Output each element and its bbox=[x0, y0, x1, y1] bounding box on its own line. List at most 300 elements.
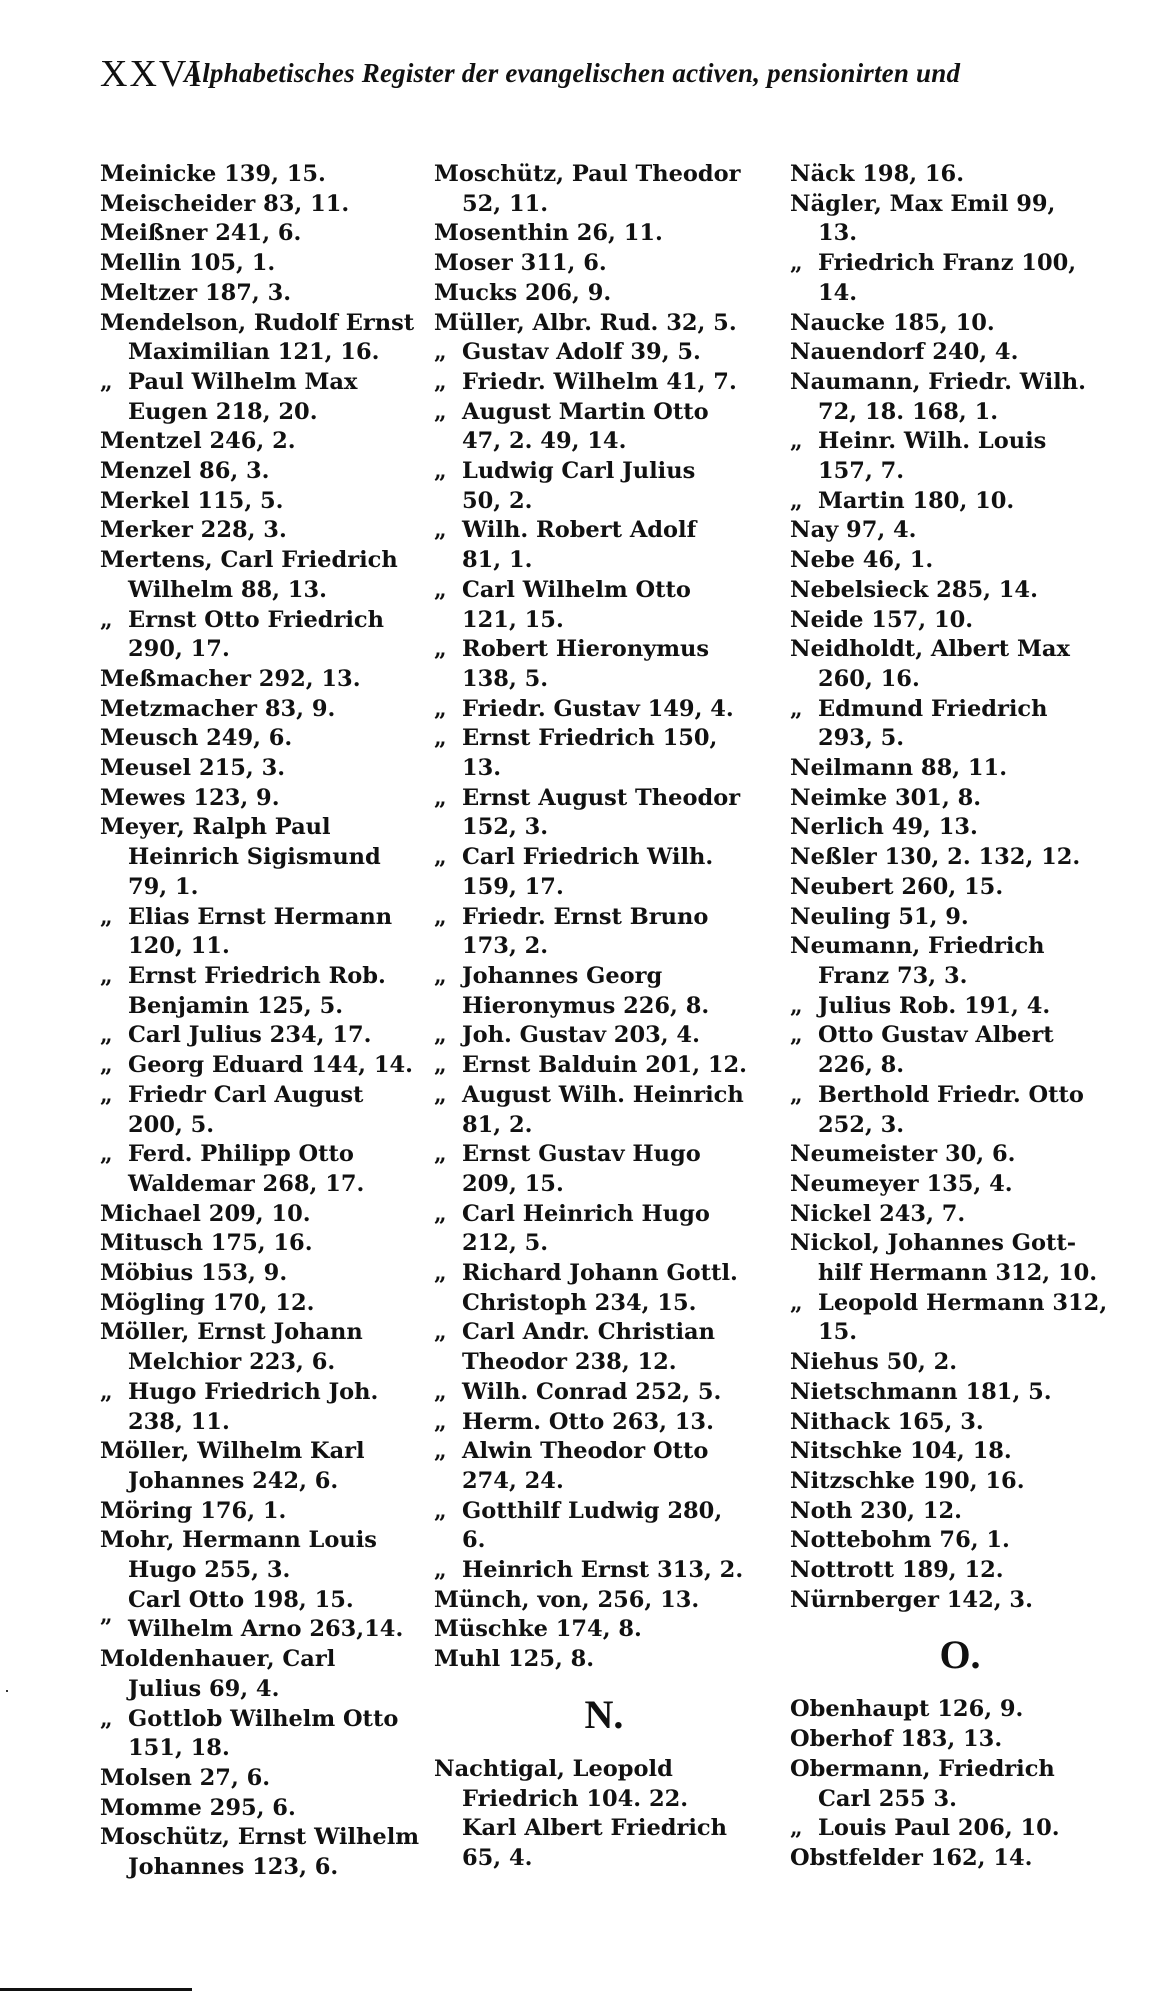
ditto-mark: „ bbox=[434, 576, 447, 603]
entry-continuation: 159, 17. bbox=[462, 873, 564, 900]
register-entry bbox=[790, 1725, 1130, 1755]
register-entry bbox=[434, 1408, 774, 1438]
register-entry bbox=[790, 576, 1130, 606]
register-entry bbox=[100, 190, 420, 220]
print-speck bbox=[6, 1690, 8, 1692]
register-entry bbox=[790, 1348, 1130, 1378]
register-entry bbox=[100, 1259, 420, 1289]
ditto-mark: „ bbox=[790, 487, 803, 514]
entry-continuation: 72, 18. 168, 1. bbox=[818, 398, 999, 425]
ditto-mark: „ bbox=[100, 1378, 113, 1405]
entry-name: Edmund Friedrich bbox=[818, 695, 1048, 722]
ditto-mark: „ bbox=[434, 1200, 447, 1227]
register-entry bbox=[790, 190, 1130, 249]
ditto-mark: „ bbox=[434, 339, 447, 366]
entry-name: Neumeyer 135, 4. bbox=[790, 1170, 1013, 1197]
register-entry bbox=[434, 1755, 774, 1874]
entry-continuation: Christoph 234, 15. bbox=[462, 1289, 697, 1316]
entry-name: Nickel 243, 7. bbox=[790, 1200, 966, 1227]
register-entry bbox=[100, 1794, 420, 1824]
entry-name: Metzmacher 83, 9. bbox=[100, 695, 336, 722]
entry-continuation: Wilhelm 88, 13. bbox=[128, 576, 327, 603]
register-entry bbox=[434, 1140, 774, 1199]
entry-name: Obermann, Friedrich bbox=[790, 1755, 1055, 1782]
entry-name: Nägler, Max Emil 99, bbox=[790, 190, 1056, 217]
register-entry bbox=[790, 932, 1130, 991]
entry-name: Ernst Gustav Hugo bbox=[462, 1141, 701, 1168]
register-entry bbox=[434, 1378, 774, 1408]
page-header bbox=[100, 52, 1120, 95]
ditto-mark: „ bbox=[790, 428, 803, 455]
register-entry bbox=[790, 1289, 1130, 1348]
register-entry bbox=[434, 398, 774, 457]
entry-name: Mohr, Hermann Louis bbox=[100, 1527, 377, 1554]
ditto-mark: „ bbox=[434, 636, 447, 663]
entry-name: Friedr. Ernst Bruno bbox=[462, 903, 709, 930]
register-column-2 bbox=[434, 160, 774, 1874]
entry-name: Neidholdt, Albert Max bbox=[790, 636, 1070, 663]
register-entry bbox=[434, 695, 774, 725]
entry-name: Ernst Friedrich 150, bbox=[462, 725, 718, 752]
entry-name: Naucke 185, 10. bbox=[790, 309, 995, 336]
entry-name: Nietschmann 181, 5. bbox=[790, 1378, 1052, 1405]
entry-continuation: 81, 1. bbox=[462, 547, 533, 574]
entry-continuation: 65, 4. bbox=[462, 1844, 533, 1871]
entry-name: Mewes 123, 9. bbox=[100, 784, 280, 811]
entry-name: Menzel 86, 3. bbox=[100, 458, 270, 485]
entry-continuation: 226, 8. bbox=[818, 1052, 905, 1079]
entry-continuation: Waldemar 268, 17. bbox=[128, 1170, 365, 1197]
ditto-mark: „ bbox=[790, 1022, 803, 1049]
entry-name: Nottebohm 76, 1. bbox=[790, 1527, 1010, 1554]
register-entry bbox=[100, 309, 420, 368]
entry-name: Neumeister 30, 6. bbox=[790, 1141, 1016, 1168]
entry-name: Johannes Georg bbox=[462, 962, 663, 989]
entry-name: Nürnberger 142, 3. bbox=[790, 1586, 1033, 1613]
register-entry bbox=[434, 1021, 774, 1051]
entry-name: Herm. Otto 263, 13. bbox=[462, 1408, 714, 1435]
entry-name: Ernst Balduin 201, 12. bbox=[462, 1052, 748, 1079]
entry-continuation: Hugo 255, 3. bbox=[128, 1557, 291, 1584]
register-entry bbox=[790, 1140, 1130, 1170]
entry-name: August Wilh. Heinrich bbox=[462, 1081, 744, 1108]
register-entry bbox=[434, 516, 774, 575]
register-entry bbox=[790, 1021, 1130, 1080]
entry-name: Michael 209, 10. bbox=[100, 1200, 311, 1227]
entry-continuation: 260, 16. bbox=[818, 665, 920, 692]
register-entry bbox=[100, 487, 420, 517]
register-entry bbox=[434, 1051, 774, 1081]
entry-name: Martin 180, 10. bbox=[818, 487, 1015, 514]
register-entry bbox=[790, 1586, 1130, 1616]
register-entry bbox=[434, 576, 774, 635]
entry-name: Meusch 249, 6. bbox=[100, 725, 293, 752]
entry-name: Joh. Gustav 203, 4. bbox=[462, 1022, 700, 1049]
entry-name: Gottlob Wilhelm Otto bbox=[128, 1705, 399, 1732]
register-entry bbox=[100, 516, 420, 546]
ditto-mark: „ bbox=[434, 962, 447, 989]
ditto-mark: „ bbox=[100, 1705, 113, 1732]
entry-name: Möbius 153, 9. bbox=[100, 1260, 288, 1287]
register-entry bbox=[100, 1645, 420, 1704]
register-entry bbox=[790, 1200, 1130, 1230]
entry-name: Meischeider 83, 11. bbox=[100, 190, 350, 217]
entry-name: Näck 198, 16. bbox=[790, 161, 965, 187]
entry-name: Wilh. Robert Adolf bbox=[462, 517, 697, 544]
ditto-mark: „ bbox=[100, 903, 113, 930]
entry-continuation: 47, 2. 49, 14. bbox=[462, 428, 627, 455]
entry-name: Neimke 301, 8. bbox=[790, 784, 982, 811]
register-entry bbox=[434, 843, 774, 902]
entry-name: Friedr Carl August bbox=[128, 1081, 364, 1108]
register-entry bbox=[434, 1497, 774, 1556]
entry-continuation: Franz 73, 3. bbox=[818, 962, 968, 989]
register-entry bbox=[100, 368, 420, 427]
entry-name: Ernst Friedrich Rob. bbox=[128, 962, 386, 989]
letter-heading: N. bbox=[584, 1691, 624, 1737]
entry-name: Richard Johann Gottl. bbox=[462, 1260, 738, 1287]
entry-name: Nitschke 104, 18. bbox=[790, 1438, 1012, 1465]
register-entry bbox=[100, 219, 420, 249]
ditto-mark: „ bbox=[434, 1378, 447, 1405]
ditto-mark: „ bbox=[100, 606, 113, 633]
register-entry bbox=[100, 160, 420, 190]
entry-name: Nerlich 49, 13. bbox=[790, 814, 978, 841]
entry-continuation: 50, 2. bbox=[462, 487, 533, 514]
entry-name: Gustav Adolf 39, 5. bbox=[462, 339, 701, 366]
register-entry bbox=[434, 1645, 774, 1675]
entry-continuation: Eugen 218, 20. bbox=[128, 398, 318, 425]
register-entry bbox=[790, 1378, 1130, 1408]
entry-continuation: Hieronymus 226, 8. bbox=[462, 992, 710, 1019]
entry-name: Neide 157, 10. bbox=[790, 606, 974, 633]
entry-name: Mitusch 175, 16. bbox=[100, 1230, 313, 1257]
entry-continuation: hilf Hermann 312, 10. bbox=[818, 1260, 1098, 1287]
register-entry bbox=[790, 1755, 1130, 1814]
entry-continuation: 290, 17. bbox=[128, 636, 230, 663]
entry-continuation: Friedrich 104. 22. bbox=[462, 1785, 689, 1812]
entry-continuation: 274, 24. bbox=[462, 1467, 564, 1494]
entry-name: Möller, Wilhelm Karl bbox=[100, 1438, 365, 1465]
register-entry bbox=[100, 1823, 420, 1882]
entry-name: Meßmacher 292, 13. bbox=[100, 665, 361, 692]
entry-name: Noth 230, 12. bbox=[790, 1497, 962, 1524]
register-entry bbox=[790, 903, 1130, 933]
entry-name: Wilh. Conrad 252, 5. bbox=[462, 1378, 722, 1405]
entry-name: Müschke 174, 8. bbox=[434, 1616, 642, 1643]
entry-name: Neubert 260, 15. bbox=[790, 873, 1004, 900]
entry-continuation: 121, 15. bbox=[462, 606, 564, 633]
entry-name: Nebelsieck 285, 14. bbox=[790, 576, 1038, 603]
register-entry bbox=[790, 1497, 1130, 1527]
register-entry bbox=[100, 249, 420, 279]
entry-name: Nickol, Johannes Gott- bbox=[790, 1230, 1077, 1257]
ditto-mark: „ bbox=[434, 1081, 447, 1108]
ditto-mark: „ bbox=[790, 1289, 803, 1316]
ditto-mark: „ bbox=[790, 250, 803, 277]
register-entry bbox=[434, 1586, 774, 1616]
entry-continuation: Wilhelm Arno 263,14. bbox=[128, 1616, 404, 1643]
ditto-mark: „ bbox=[434, 725, 447, 752]
entry-continuation: Johannes 242, 6. bbox=[128, 1467, 339, 1494]
entry-name: Nauendorf 240, 4. bbox=[790, 339, 1019, 366]
register-entry bbox=[790, 516, 1130, 546]
entry-name: Friedr. Wilhelm 41, 7. bbox=[462, 368, 737, 395]
page-number: XXVI bbox=[100, 53, 203, 95]
ditto-mark: „ bbox=[434, 1260, 447, 1287]
entry-name: Neilmann 88, 11. bbox=[790, 755, 1008, 782]
entry-name: Oberhof 183, 13. bbox=[790, 1726, 1003, 1753]
ditto-mark: „ bbox=[434, 903, 447, 930]
register-entry bbox=[434, 219, 774, 249]
register-entry bbox=[100, 427, 420, 457]
ditto-mark: „ bbox=[100, 368, 113, 395]
register-entry bbox=[790, 1467, 1130, 1497]
register-entry bbox=[100, 1764, 420, 1794]
entry-continuation: 13. bbox=[462, 755, 502, 782]
ditto-mark: „ bbox=[100, 1141, 113, 1168]
ditto-mark: „ bbox=[790, 695, 803, 722]
ditto-mark: „ bbox=[100, 962, 113, 989]
register-entry bbox=[100, 1140, 420, 1199]
entry-name: Niehus 50, 2. bbox=[790, 1349, 958, 1376]
register-entry bbox=[790, 1437, 1130, 1467]
entry-name: Paul Wilhelm Max bbox=[128, 368, 358, 395]
register-entry bbox=[790, 309, 1130, 339]
register-entry bbox=[434, 249, 774, 279]
register-entry bbox=[434, 1437, 774, 1496]
entry-name: Müller, Albr. Rud. 32, 5. bbox=[434, 309, 737, 336]
ditto-mark: „ bbox=[100, 1601, 113, 1628]
entry-name: Carl Heinrich Hugo bbox=[462, 1200, 710, 1227]
entry-name: Naumann, Friedr. Wilh. bbox=[790, 368, 1086, 395]
entry-continuation: Theodor 238, 12. bbox=[462, 1349, 677, 1376]
entry-name: Moldenhauer, Carl bbox=[100, 1646, 336, 1673]
register-entry bbox=[434, 279, 774, 309]
register-entry bbox=[790, 754, 1130, 784]
entry-name: Carl Otto 198, 15. bbox=[128, 1586, 354, 1613]
entry-name: Meißner 241, 6. bbox=[100, 220, 302, 247]
register-entry bbox=[790, 1526, 1130, 1556]
register-entry bbox=[100, 1526, 420, 1585]
entry-name: Obenhaupt 126, 9. bbox=[790, 1696, 1024, 1723]
register-entry bbox=[100, 754, 420, 784]
entry-continuation: Carl 255 3. bbox=[818, 1785, 958, 1812]
entry-name: Obstfelder 162, 14. bbox=[790, 1844, 1033, 1871]
register-entry bbox=[434, 1318, 774, 1377]
entry-name: Ernst Otto Friedrich bbox=[128, 606, 384, 633]
ditto-mark: „ bbox=[100, 1022, 113, 1049]
register-entry bbox=[100, 1497, 420, 1527]
register-entry bbox=[790, 1695, 1130, 1725]
entry-name: Friedr. Gustav 149, 4. bbox=[462, 695, 734, 722]
entry-name: Moschütz, Paul Theodor bbox=[434, 161, 741, 187]
register-entry bbox=[790, 873, 1130, 903]
register-entry bbox=[100, 1289, 420, 1319]
entry-name: Ernst August Theodor bbox=[462, 784, 741, 811]
register-entry bbox=[790, 427, 1130, 486]
register-entry bbox=[100, 1318, 420, 1377]
register-entry bbox=[434, 338, 774, 368]
register-column-3 bbox=[790, 160, 1130, 1874]
register-entry bbox=[790, 1814, 1130, 1844]
entry-name: Robert Hieronymus bbox=[462, 636, 710, 663]
entry-continuation: Benjamin 125, 5. bbox=[128, 992, 344, 1019]
register-entry bbox=[100, 1081, 420, 1140]
entry-name: Nottrott 189, 12. bbox=[790, 1557, 1004, 1584]
entry-name: Muhl 125, 8. bbox=[434, 1646, 595, 1673]
entry-name: Elias Ernst Hermann bbox=[128, 903, 393, 930]
entry-name: Meusel 215, 3. bbox=[100, 755, 286, 782]
register-entry bbox=[100, 962, 420, 1021]
register-entry bbox=[434, 784, 774, 843]
entry-continuation: 173, 2. bbox=[462, 933, 549, 960]
register-entry bbox=[100, 903, 420, 962]
entry-continuation: Karl Albert Friedrich bbox=[462, 1815, 727, 1842]
entry-name: Julius Rob. 191, 4. bbox=[818, 992, 1051, 1019]
entry-name: Nitzschke 190, 16. bbox=[790, 1467, 1025, 1494]
register-entry bbox=[100, 1586, 420, 1645]
register-entry bbox=[434, 635, 774, 694]
entry-name: Heinrich Ernst 313, 2. bbox=[462, 1557, 744, 1584]
register-entry bbox=[790, 813, 1130, 843]
entry-name: Alwin Theodor Otto bbox=[462, 1438, 709, 1465]
register-entry bbox=[100, 1705, 420, 1764]
register-entry bbox=[434, 724, 774, 783]
register-entry bbox=[790, 338, 1130, 368]
ditto-mark: „ bbox=[790, 992, 803, 1019]
entry-continuation: Julius 69, 4. bbox=[128, 1675, 280, 1702]
entry-name: Louis Paul 206, 10. bbox=[818, 1815, 1060, 1842]
ditto-mark: „ bbox=[790, 1815, 803, 1842]
register-entry bbox=[434, 309, 774, 339]
register-entry bbox=[434, 160, 774, 219]
entry-name: Ludwig Carl Julius bbox=[462, 458, 696, 485]
entry-name: Carl Friedrich Wilh. bbox=[462, 844, 714, 871]
entry-name: Molsen 27, 6. bbox=[100, 1764, 271, 1791]
entry-continuation: 293, 5. bbox=[818, 725, 905, 752]
entry-name: Nachtigal, Leopold bbox=[434, 1755, 673, 1782]
register-entry bbox=[434, 1615, 774, 1645]
entry-continuation: 152, 3. bbox=[462, 814, 549, 841]
entry-continuation: 200, 5. bbox=[128, 1111, 215, 1138]
ditto-mark: „ bbox=[434, 1052, 447, 1079]
entry-name: Mendelson, Rudolf Ernst bbox=[100, 309, 415, 336]
entry-continuation: 138, 5. bbox=[462, 665, 549, 692]
entry-name: Mosenthin 26, 11. bbox=[434, 220, 663, 247]
register-entry bbox=[100, 606, 420, 665]
ditto-mark: „ bbox=[434, 844, 447, 871]
register-entry bbox=[790, 843, 1130, 873]
entry-continuation: 14. bbox=[818, 279, 858, 306]
entry-name: Friedrich Franz 100, bbox=[818, 250, 1077, 277]
entry-name: Carl Julius 234, 17. bbox=[128, 1022, 372, 1049]
register-entry bbox=[434, 368, 774, 398]
entry-name: Otto Gustav Albert bbox=[818, 1022, 1054, 1049]
entry-name: Möring 176, 1. bbox=[100, 1497, 287, 1524]
entry-continuation: Johannes 123, 6. bbox=[128, 1854, 339, 1881]
ditto-mark: „ bbox=[100, 1052, 113, 1079]
entry-name: Münch, von, 256, 13. bbox=[434, 1586, 700, 1613]
register-entry bbox=[434, 1259, 774, 1318]
ditto-mark: „ bbox=[434, 368, 447, 395]
entry-name: Merker 228, 3. bbox=[100, 517, 287, 544]
entry-name: Nebe 46, 1. bbox=[790, 547, 934, 574]
entry-name: Meltzer 187, 3. bbox=[100, 279, 292, 306]
register-entry bbox=[790, 546, 1130, 576]
entry-name: Moschütz, Ernst Wilhelm bbox=[100, 1824, 420, 1851]
entry-continuation: 151, 18. bbox=[128, 1735, 230, 1762]
register-entry bbox=[100, 1021, 420, 1051]
ditto-mark: „ bbox=[100, 1081, 113, 1108]
entry-continuation: 15. bbox=[818, 1319, 858, 1346]
entry-name: Mögling 170, 12. bbox=[100, 1289, 315, 1316]
entry-name: Mertens, Carl Friedrich bbox=[100, 547, 398, 574]
register-entry bbox=[790, 368, 1130, 427]
entry-name: Mellin 105, 1. bbox=[100, 250, 276, 277]
entry-name: Meinicke 139, 15. bbox=[100, 161, 326, 187]
entry-name: Ferd. Philipp Otto bbox=[128, 1141, 354, 1168]
entry-name: Nithack 165, 3. bbox=[790, 1408, 984, 1435]
register-entry bbox=[100, 813, 420, 902]
entry-continuation: 120, 11. bbox=[128, 933, 230, 960]
entry-name: Gotthilf Ludwig 280, bbox=[462, 1497, 723, 1524]
ditto-mark: „ bbox=[434, 1497, 447, 1524]
register-entry bbox=[434, 1200, 774, 1259]
entry-continuation: 157, 7. bbox=[818, 458, 905, 485]
entry-name: Heinr. Wilh. Louis bbox=[818, 428, 1047, 455]
ditto-mark: „ bbox=[434, 695, 447, 722]
register-entry bbox=[790, 1229, 1130, 1288]
entry-name: Momme 295, 6. bbox=[100, 1794, 296, 1821]
footer-rule bbox=[0, 1988, 192, 1991]
register-entry bbox=[790, 487, 1130, 517]
ditto-mark: „ bbox=[434, 517, 447, 544]
register-entry bbox=[790, 992, 1130, 1022]
register-entry bbox=[790, 1081, 1130, 1140]
entry-name: Mucks 206, 9. bbox=[434, 279, 612, 306]
entry-name: Berthold Friedr. Otto bbox=[818, 1081, 1084, 1108]
register-entry bbox=[100, 724, 420, 754]
register-entry bbox=[100, 1378, 420, 1437]
entry-continuation: Melchior 223, 6. bbox=[128, 1349, 336, 1376]
register-entry bbox=[100, 1051, 420, 1081]
ditto-mark: „ bbox=[434, 1557, 447, 1584]
register-entry bbox=[790, 1556, 1130, 1586]
entry-continuation: 238, 11. bbox=[128, 1408, 230, 1435]
entry-name: Merkel 115, 5. bbox=[100, 487, 284, 514]
entry-continuation: Heinrich Sigismund bbox=[128, 844, 381, 871]
ditto-mark: „ bbox=[434, 1438, 447, 1465]
register-entry bbox=[100, 665, 420, 695]
ditto-mark: „ bbox=[434, 1022, 447, 1049]
register-entry bbox=[100, 1200, 420, 1230]
entry-continuation: 6. bbox=[462, 1527, 486, 1554]
register-entry bbox=[790, 249, 1130, 308]
running-title: Alphabetisches Register der evangelischen activen, pensionirten und bbox=[184, 58, 961, 88]
entry-name: August Martin Otto bbox=[462, 398, 709, 425]
entry-name: Hugo Friedrich Joh. bbox=[128, 1378, 379, 1405]
entry-name: Nay 97, 4. bbox=[790, 517, 917, 544]
entry-continuation: 212, 5. bbox=[462, 1230, 549, 1257]
entry-name: Leopold Hermann 312, bbox=[818, 1289, 1108, 1316]
entry-name: Moser 311, 6. bbox=[434, 250, 607, 277]
ditto-mark: „ bbox=[790, 1081, 803, 1108]
entry-name: Carl Andr. Christian bbox=[462, 1319, 715, 1346]
entry-continuation: 81, 2. bbox=[462, 1111, 533, 1138]
register-entry bbox=[100, 1437, 420, 1496]
register-entry bbox=[100, 546, 420, 605]
